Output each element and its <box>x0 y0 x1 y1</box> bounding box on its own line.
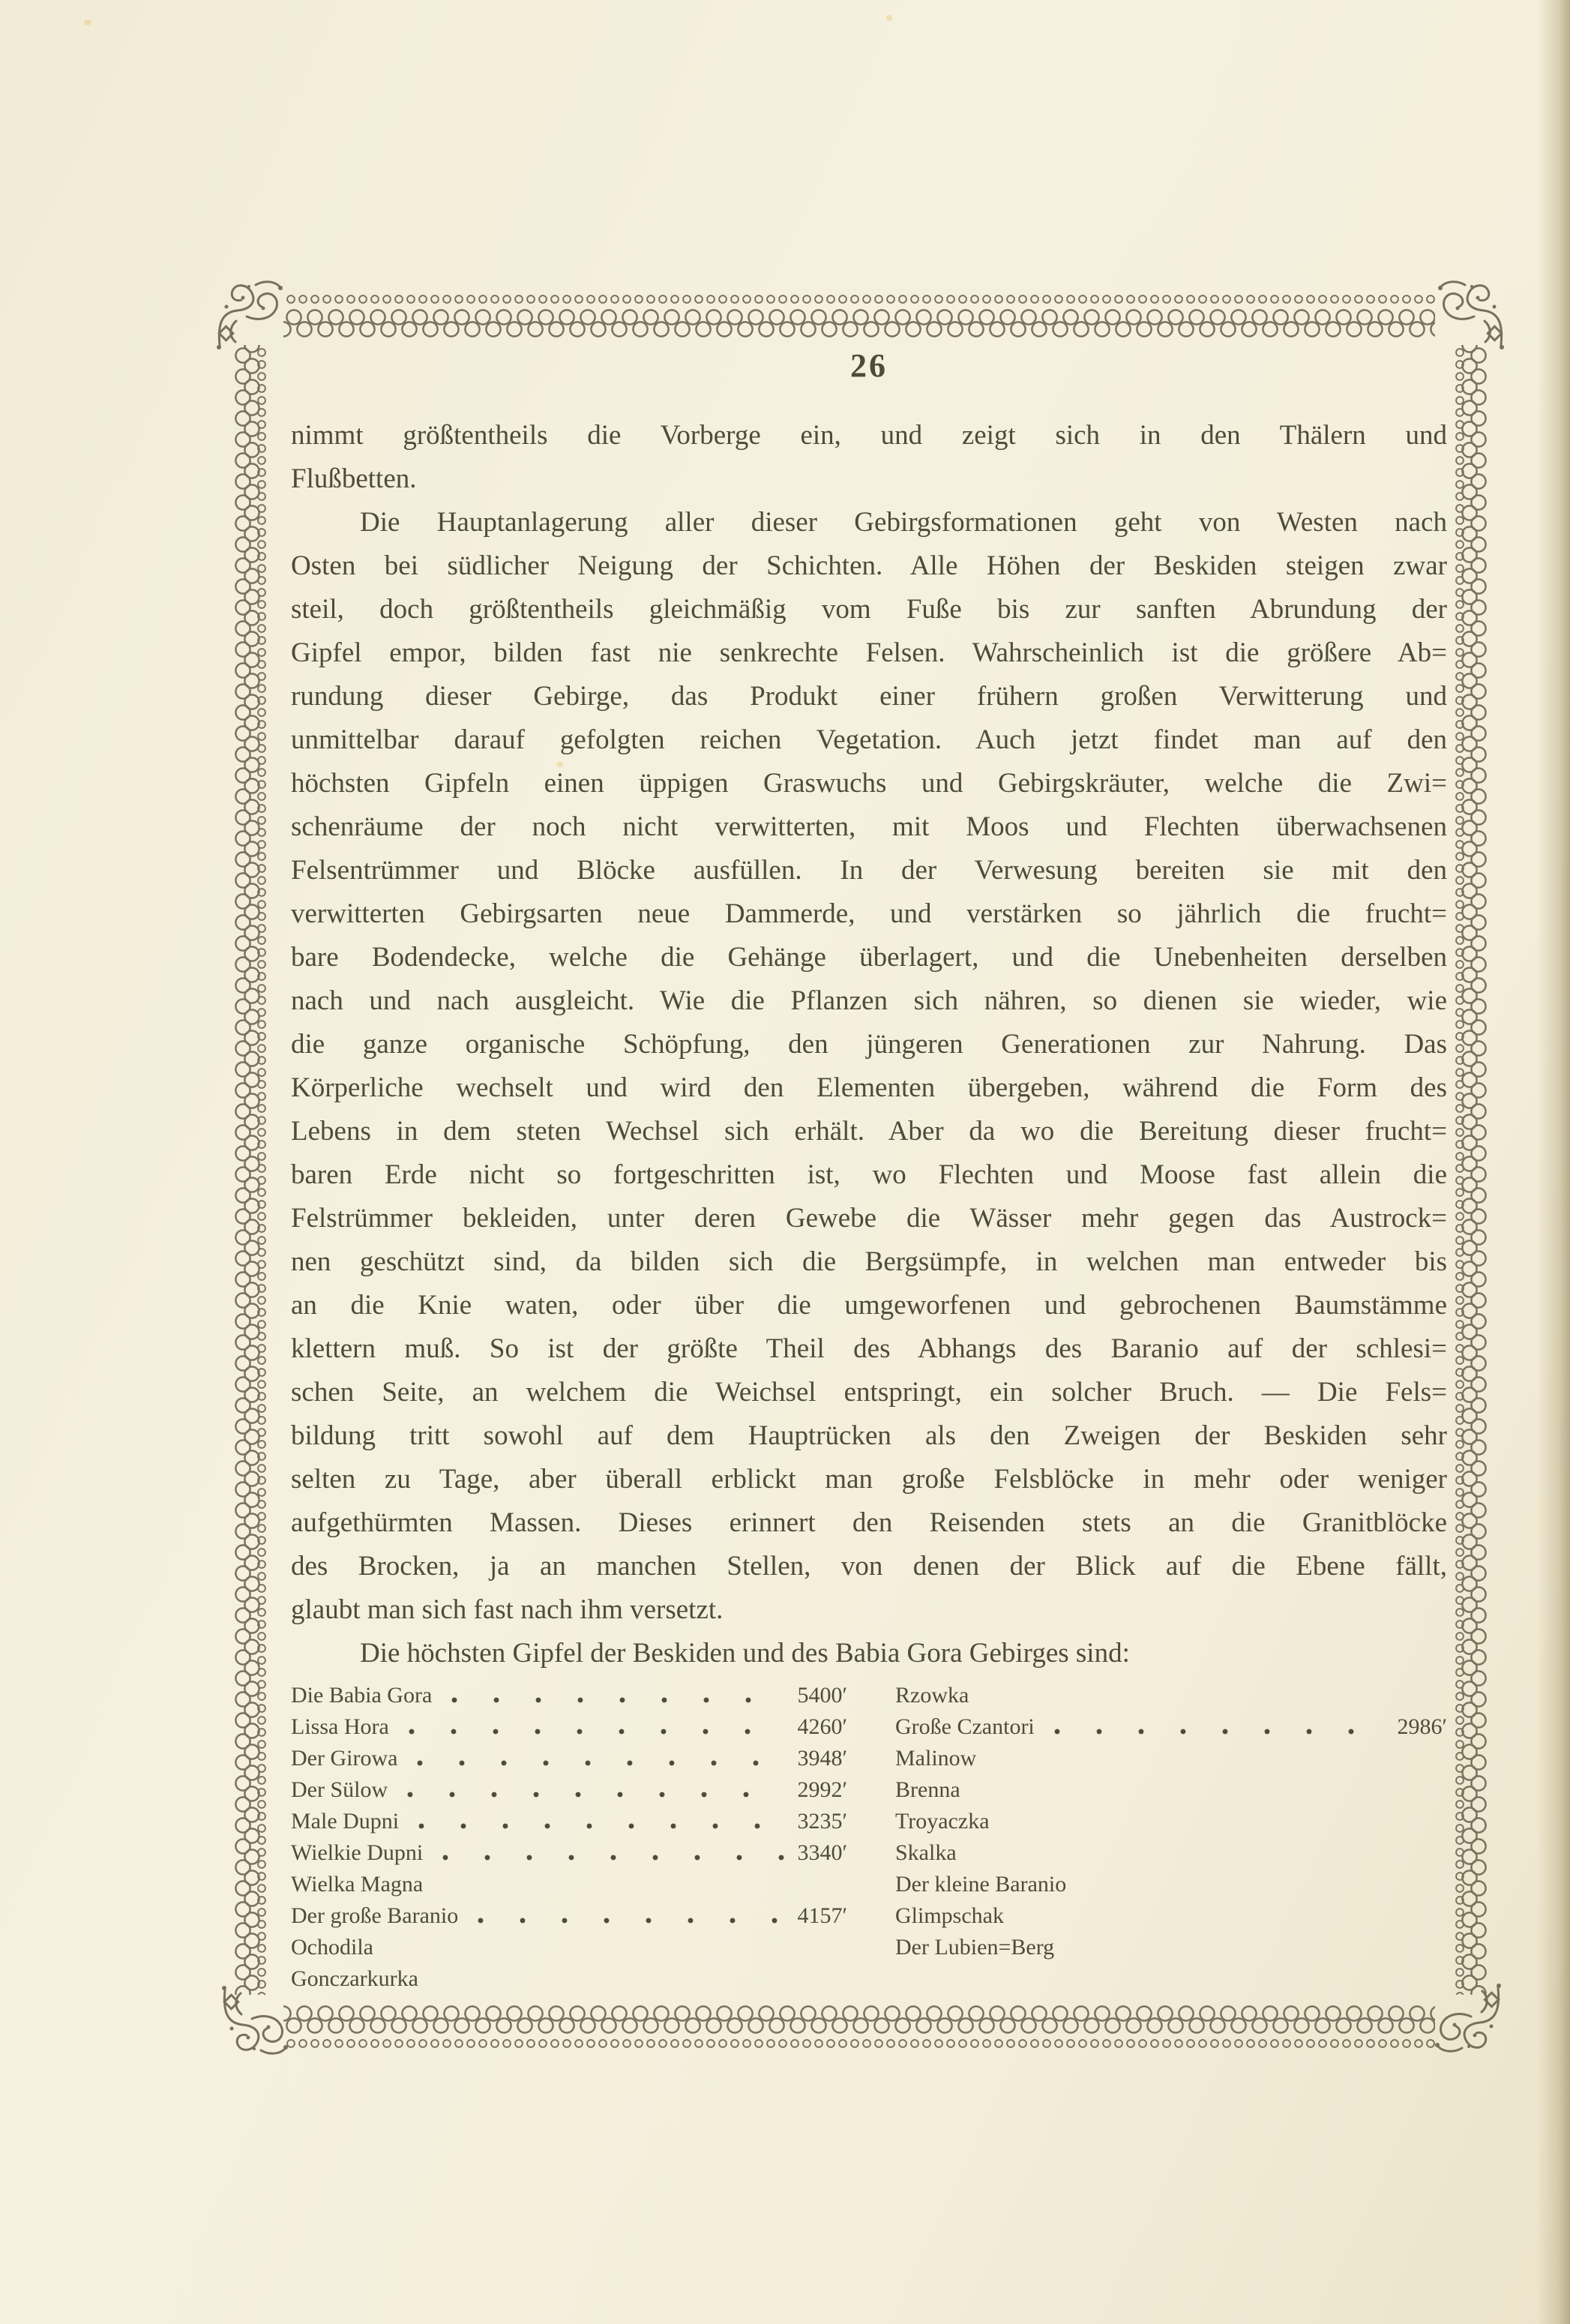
corner-ornament-top-left <box>212 276 287 351</box>
peak-name: Große Czantori <box>895 1714 1035 1739</box>
text-line: nimmt größtentheils die Vorberge ein, und zeigt sich in den Thälern und <box>291 420 1447 451</box>
peak-row <box>291 1806 847 1837</box>
text-line: nen geschützt sind, da bilden sich die Bergsümpfe, in welchen man entweder bis <box>291 1246 1447 1277</box>
dot-leader <box>1051 1728 1386 1735</box>
page-edge-shadow <box>1537 0 1570 2324</box>
peaks-column-left <box>291 1680 847 1995</box>
peak-row <box>291 1837 847 1869</box>
peak-row <box>895 1711 1447 1743</box>
text-line: unmittelbar darauf gefolgten reichen Vegetation. Auch jetzt findet man auf den <box>291 724 1447 755</box>
peak-name: Wielkie Dupni <box>291 1840 424 1865</box>
text-line: steil, doch größtentheils gleichmäßig vom Fuße bis zur sanften Abrundung der <box>291 594 1447 625</box>
border-right <box>1455 345 1489 1995</box>
peak-name: Der Lubien=Berg <box>895 1935 1055 1960</box>
peak-name: Troyaczka <box>895 1809 990 1834</box>
text-line: die ganze organische Schöpfung, den jüngeren Generationen zur Nahrung. Das <box>291 1029 1447 1060</box>
border-top <box>283 294 1435 340</box>
peak-row <box>895 1869 1447 1900</box>
text-line: verwitterten Gebirgsarten neue Dammerde, und verstärken so jährlich die frucht= <box>291 898 1447 929</box>
peak-row <box>895 1774 1447 1806</box>
text-line: an die Knie waten, oder über die umgeworfenen und gebrochenen Baumstämme <box>291 1290 1447 1321</box>
peak-name: Glimpschak <box>895 1903 1004 1928</box>
peak-heights-table <box>291 1680 1447 1995</box>
peak-row <box>291 1711 847 1743</box>
text-line: Flußbetten. <box>291 463 417 494</box>
peak-name: Brenna <box>895 1777 960 1802</box>
peak-name: Der Girowa <box>291 1746 398 1771</box>
dot-leader <box>406 1728 786 1735</box>
dot-leader <box>404 1791 785 1798</box>
text-line: schen Seite, an welchem die Weichsel entspringt, ein solcher Bruch. — Die Fels= <box>291 1377 1447 1408</box>
peak-name: Ochodila <box>291 1935 373 1960</box>
peak-height: 3340′ <box>797 1840 847 1865</box>
peak-height: 3235′ <box>797 1809 847 1834</box>
peak-name: Wielka Magna <box>291 1872 424 1897</box>
text-line: schenräume der noch nicht verwitterten, mit Moos und Flechten überwachsenen <box>291 811 1447 842</box>
peak-height: 2992′ <box>797 1777 847 1802</box>
peak-name: Der große Baranio <box>291 1903 459 1928</box>
peak-name: Skalka <box>895 1840 957 1865</box>
text-line: des Brocken, ja an manchen Stellen, von denen der Blick auf die Ebene fällt, <box>291 1551 1447 1582</box>
peak-row <box>291 1900 847 1932</box>
peak-height: 2986′ <box>1397 1714 1447 1739</box>
peak-height: 5400′ <box>797 1683 847 1708</box>
peak-name: Male Dupni <box>291 1809 400 1834</box>
dot-leader <box>448 1696 785 1704</box>
floral-corner-ornament-icon <box>217 1984 292 2059</box>
corner-ornament-bottom-left <box>217 1984 292 2059</box>
paper-speck <box>886 15 892 21</box>
peak-row <box>291 1932 847 1963</box>
text-line: Die höchsten Gipfel der Beskiden und des Babia Gora Gebirges sind: <box>360 1638 1130 1669</box>
body-text <box>291 414 1447 1675</box>
dot-leader <box>439 1854 785 1861</box>
peak-name: Malinow <box>895 1746 977 1771</box>
text-line: Felstrümmer bekleiden, unter deren Gewebe die Wässer mehr gegen das Austrock= <box>291 1203 1447 1234</box>
peaks-column-right <box>895 1680 1447 1995</box>
peak-row <box>291 1869 847 1900</box>
peak-name: Der Sülow <box>291 1777 388 1802</box>
text-line: glaubt man sich fast nach ihm versetzt. <box>291 1594 724 1625</box>
peak-name: Gonczarkurka <box>291 1966 418 1991</box>
text-line: höchsten Gipfeln einen üppigen Graswuchs und Gebirgskräuter, welche die Zwi= <box>291 768 1447 799</box>
text-line: bildung tritt sowohl auf dem Hauptrücken als den Zweigen der Beskiden sehr <box>291 1420 1447 1451</box>
peak-name: Der kleine Baranio <box>895 1872 1067 1897</box>
peak-name: Die Babia Gora <box>291 1683 433 1708</box>
text-line: Körperliche wechselt und wird den Elementen übergeben, während die Form des <box>291 1072 1447 1103</box>
text-line: Lebens in dem steten Wechsel sich erhält. Aber da wo die Bereitung dieser frucht= <box>291 1116 1447 1147</box>
peak-height: 4157′ <box>797 1903 847 1928</box>
text-line: Gipfel empor, bilden fast nie senkrechte Felsen. Wahrscheinlich ist die größere Ab= <box>291 637 1447 668</box>
border-left <box>232 345 267 1995</box>
text-line: Osten bei südlicher Neigung der Schichten. Alle Höhen der Beskiden steigen zwar <box>291 550 1447 581</box>
text-line: bare Bodendecke, welche die Gehänge überlagert, und die Unebenheiten derselben <box>291 942 1447 973</box>
peak-height: 3948′ <box>797 1746 847 1771</box>
text-line: Die Hauptanlagerung aller dieser Gebirgsformationen geht von Westen nach <box>360 507 1447 538</box>
page-number: 26 <box>850 347 888 384</box>
text-line: nach und nach ausgleicht. Wie die Pflanzen sich nähren, so dienen sie wieder, wie <box>291 985 1447 1016</box>
peak-row <box>895 1837 1447 1869</box>
border-bottom <box>283 2002 1435 2049</box>
text-line: baren Erde nicht so fortgeschritten ist, wo Flechten und Moose fast allein die <box>291 1159 1447 1190</box>
peak-height: 4260′ <box>797 1714 847 1739</box>
text-line: aufgethürmten Massen. Dieses erinnert den Reisenden stets an die Granitblöcke <box>291 1507 1447 1538</box>
dot-leader <box>414 1759 785 1767</box>
dot-leader <box>415 1822 785 1830</box>
paper-speck <box>84 19 91 25</box>
peak-row <box>291 1963 847 1995</box>
peak-row <box>291 1743 847 1774</box>
peak-row <box>895 1743 1447 1774</box>
peak-name: Lissa Hora <box>291 1714 389 1739</box>
peak-row <box>291 1680 847 1711</box>
text-line: Felsentrümmer und Blöcke ausfüllen. In der Verwesung bereiten sie mit den <box>291 855 1447 886</box>
peak-row <box>291 1774 847 1806</box>
text-line: selten zu Tage, aber überall erblickt man große Felsblöcke in mehr oder weniger <box>291 1464 1447 1495</box>
text-line: rundung dieser Gebirge, das Produkt einer frühern großen Verwitterung und <box>291 681 1447 712</box>
peak-row <box>895 1680 1447 1711</box>
peak-row <box>895 1932 1447 1963</box>
dot-leader <box>475 1917 785 1924</box>
peak-row <box>895 1806 1447 1837</box>
text-line: klettern muß. So ist der größte Theil des Abhangs des Baranio auf der schlesi= <box>291 1333 1447 1364</box>
floral-corner-ornament-icon <box>1434 276 1509 351</box>
peak-name: Rzowka <box>895 1683 969 1708</box>
floral-corner-ornament-icon <box>212 276 287 351</box>
peak-row <box>895 1900 1447 1932</box>
corner-ornament-top-right <box>1434 276 1509 351</box>
